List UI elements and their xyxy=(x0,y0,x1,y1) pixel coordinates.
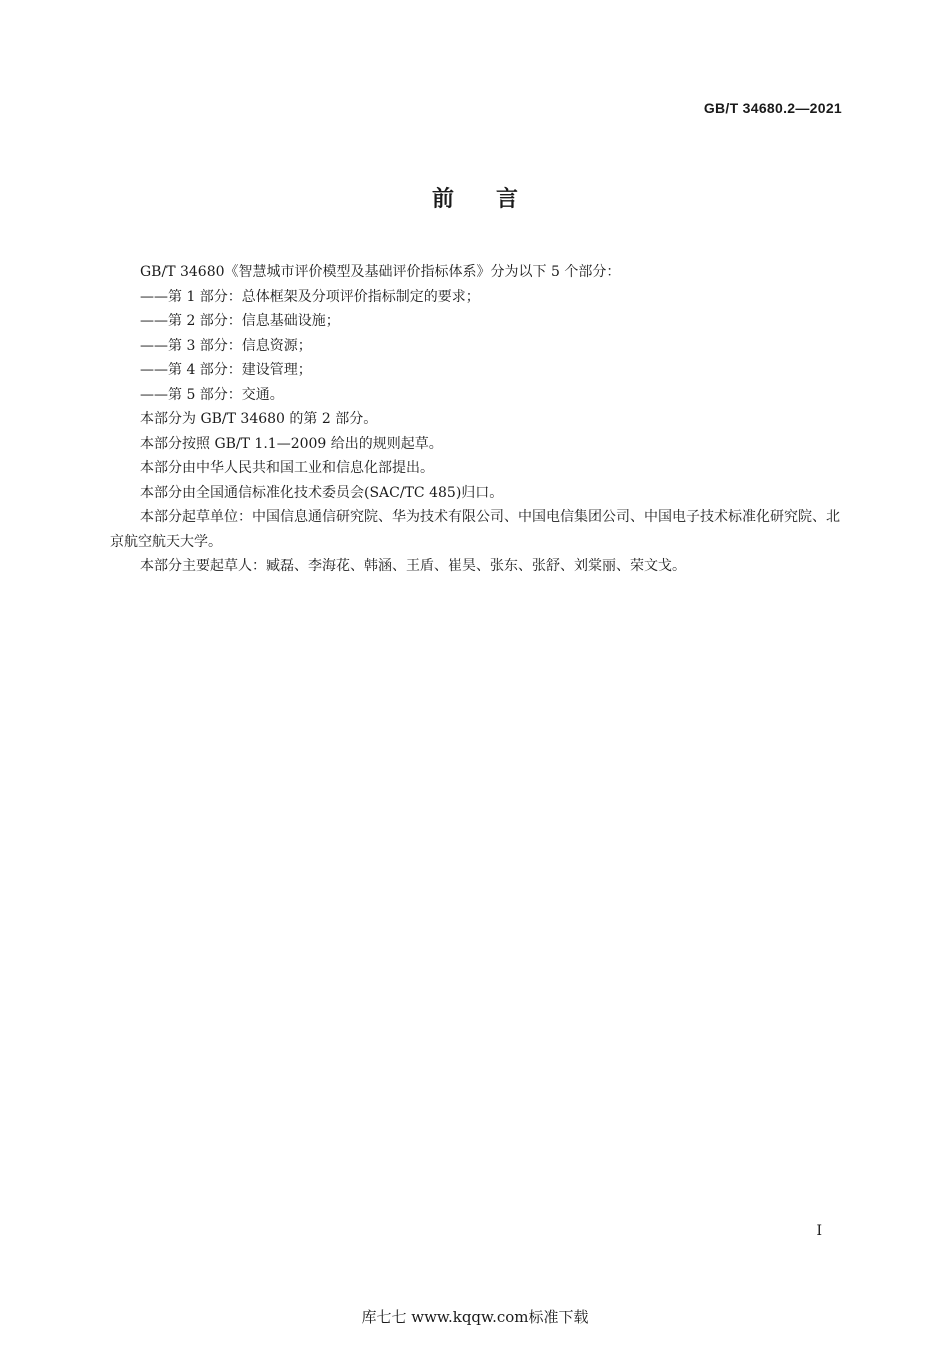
committee-paragraph: 本部分由全国通信标准化技术委员会(SAC/TC 485)归口。 xyxy=(140,484,504,501)
part-statement-paragraph: 本部分为 GB/T 34680 的第 2 部分。 xyxy=(140,411,378,427)
part-4-list-item: ——第 4 部分：建设管理； xyxy=(140,362,312,378)
drafting-rules-paragraph: 本部分按照 GB/T 1.1—2009 给出的规则起草。 xyxy=(140,435,443,452)
page-number: I xyxy=(816,1223,822,1239)
part-5-list-item: ——第 5 部分：交通。 xyxy=(140,386,284,403)
standard-number: GB/T 34680.2—2021 xyxy=(703,100,842,116)
part-3-list-item: ——第 3 部分：信息资源； xyxy=(140,337,312,354)
foreword-body xyxy=(110,260,843,579)
part-1-list-item: ——第 1 部分：总体框架及分项评价指标制定的要求； xyxy=(140,288,480,305)
page-title: 前言 xyxy=(431,187,560,212)
footer-watermark-text: 库七七 www.kqqw.com标准下载 xyxy=(361,1308,589,1326)
proposer-paragraph: 本部分由中华人民共和国工业和信息化部提出。 xyxy=(140,460,434,476)
parts-intro-paragraph: GB/T 34680《智慧城市评价模型及基础评价指标体系》分为以下 5 个部分： xyxy=(140,264,621,280)
drafters-paragraph: 本部分主要起草人：臧磊、李海花、韩涵、王盾、崔昊、张东、张舒、刘棠丽、荣文戈。 xyxy=(140,558,686,574)
drafting-units-paragraph: 本部分起草单位：中国信息通信研究院、华为技术有限公司、中国电信集团公司、中国电子技术标准化研究院、北京航空航天大学。 xyxy=(110,509,840,550)
part-2-list-item: ——第 2 部分：信息基础设施； xyxy=(140,313,340,329)
